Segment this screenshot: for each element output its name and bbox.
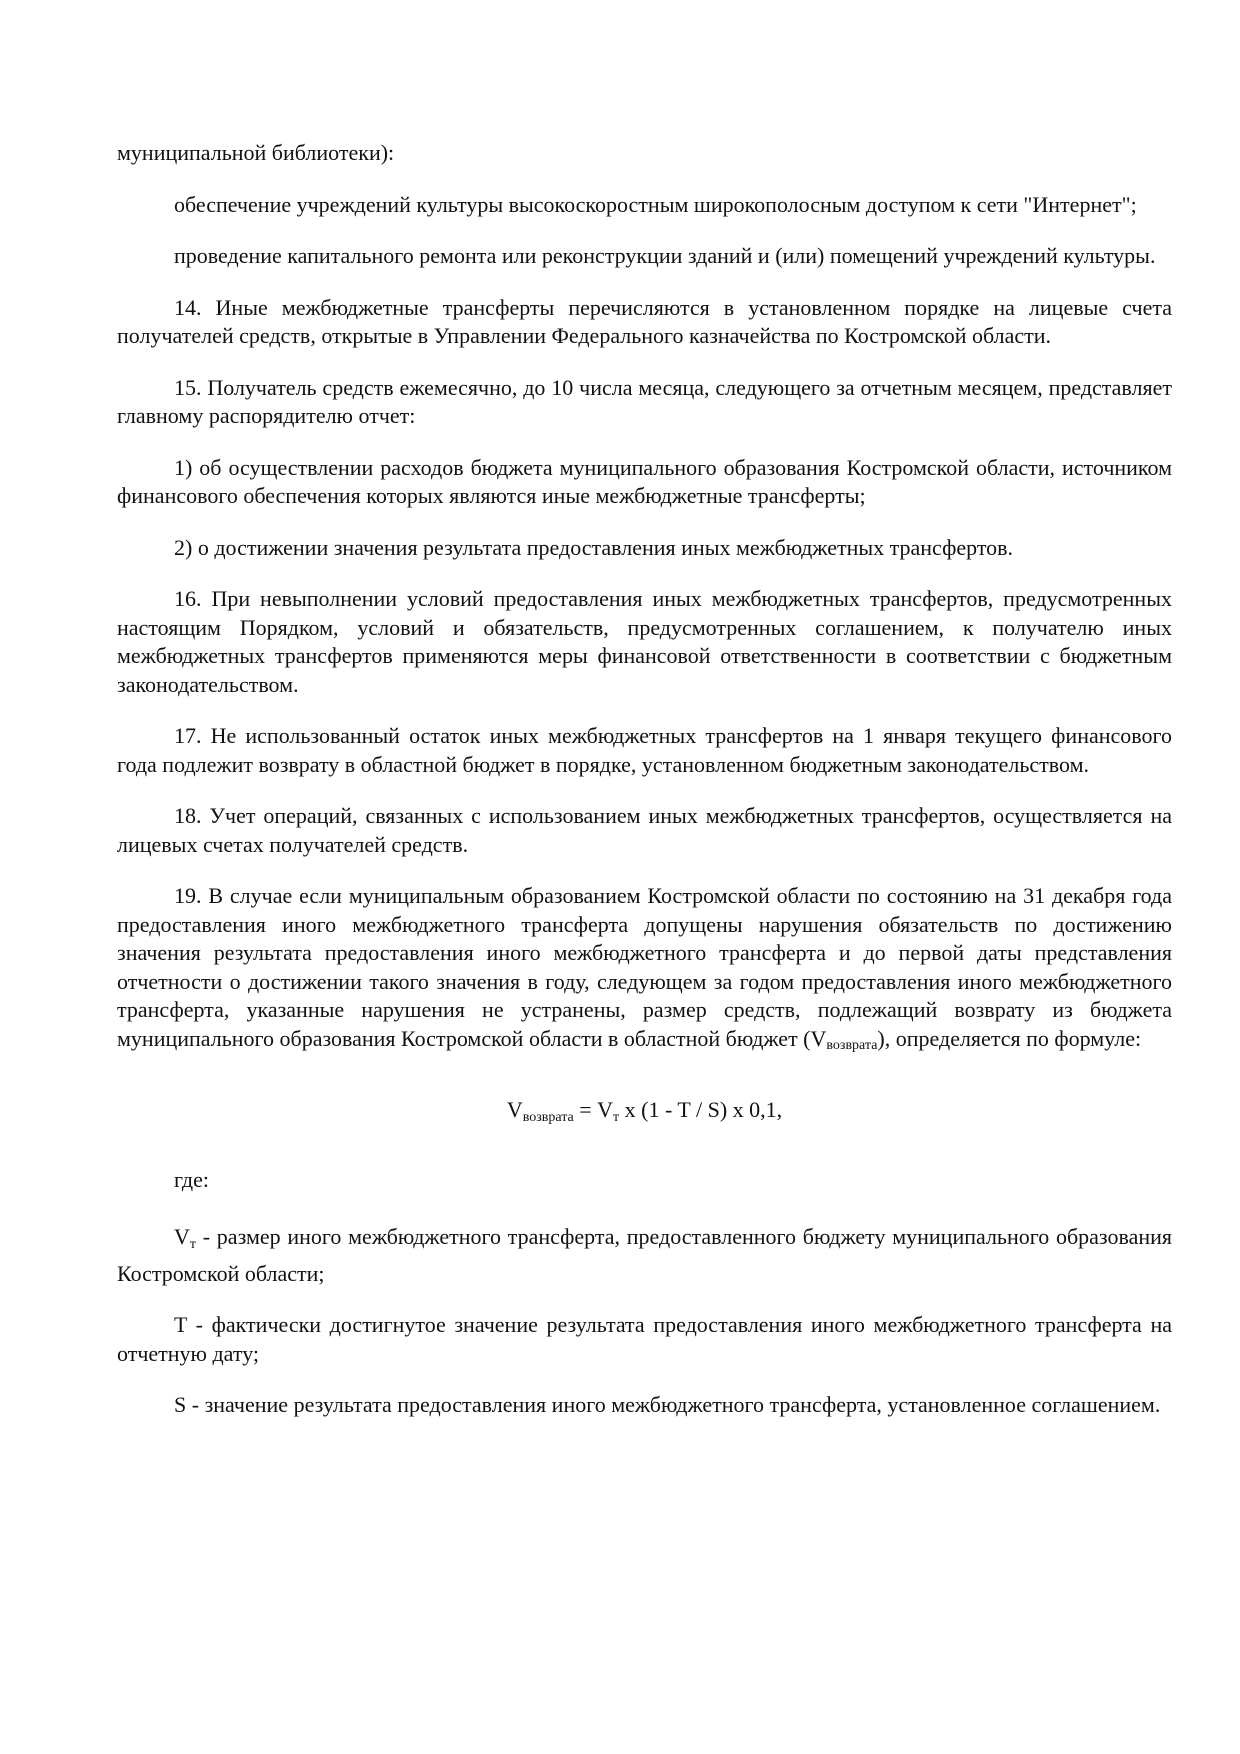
definition-text: - размер иного межбюджетного трансферта, предоставленного бюджету муниципального образования Костромской области; <box>117 1224 1172 1286</box>
paragraph-17: 17. Не использованный остаток иных межбюджетных трансфертов на 1 января текущего финансового года подлежит возврату в областной бюджет в порядке, установленном бюджетным законодательством. <box>117 723 1172 777</box>
paragraph-continuation: муниципальной библиотеки): <box>117 140 395 165</box>
paragraph-capital-repair: проведение капитального ремонта или реконструкции зданий и (или) помещений учреждений культуры. <box>174 243 1156 268</box>
paragraph-19-tail: ), определяется по формуле: <box>877 1025 1142 1051</box>
formula-lhs-subscript: возврата <box>522 1110 574 1125</box>
paragraph-19-text: 19. В случае если муниципальным образованием Костромской области по состоянию на 31 декабря года предоставления иного межбюджетного трансферта допущены нарушения обязательств по достижению значения результата предоставления иного межбюджетного трансферта и до первой даты представления отчетности о достижении такого значения в году, следующем за годом предоставления иного межбюджетного трансферта, указанные нарушения не устранены, размер средств, подлежащий возврату из бюджета муниципального образования Костромской области в областной бюджет (V <box>117 883 1172 1051</box>
formula-lhs: V <box>506 1097 523 1122</box>
definition-vt <box>117 1223 1172 1288</box>
definition-text: - значение результата предоставления иного межбюджетного трансферта, установленное соглашением. <box>186 1392 1161 1417</box>
definition-symbol: S <box>174 1392 187 1417</box>
formula-rhs: x (1 - T / S) x 0,1, <box>619 1097 783 1122</box>
definition-t <box>117 1311 1172 1368</box>
paragraph-16: 16. При невыполнении условий предоставления иных межбюджетных трансфертов, предусмотренных настоящим Порядком, условий и обязательств, предусмотренных соглашением, к получателю иных межбюджетных трансфертов применяются меры финансовой ответственности в соответствии с бюджетным законодательством. <box>117 586 1172 697</box>
paragraph-15: 15. Получатель средств ежемесячно, до 10 числа месяца, следующего за отчетным месяцем, представляет главному распорядителю отчет: <box>117 374 1172 428</box>
definition-symbol: T <box>174 1312 188 1337</box>
paragraph-15-item-2: 2) о достижении значения результата предоставления иных межбюджетных трансфертов. <box>174 534 1014 560</box>
definition-subscript: т <box>189 1237 197 1252</box>
paragraph-internet-access: обеспечение учреждений культуры высокоскоростным широкополосным доступом к сети "Интернет"; <box>174 191 1137 217</box>
formula-equals: = V <box>573 1097 614 1122</box>
where-label: где: <box>174 1166 209 1192</box>
vreturn-subscript: возврата <box>826 1037 878 1053</box>
document-page <box>117 139 1172 1443</box>
paragraph-19 <box>117 882 1172 1060</box>
paragraph-18: 18. Учет операций, связанных с использованием иных межбюджетных трансфертов, осуществляется на лицевых счетах получателей средств. <box>117 803 1172 857</box>
definition-text: - фактически достигнутое значение результата предоставления иного межбюджетного трансферта на отчетную дату; <box>117 1312 1172 1366</box>
definition-s <box>117 1391 1172 1420</box>
return-formula <box>117 1096 1172 1133</box>
paragraph-14: 14. Иные межбюджетные трансферты перечисляются в установленном порядке на лицевые счета получателей средств, открытые в Управлении Федерального казначейства по Костромской области. <box>117 294 1172 348</box>
paragraph-15-item-1: 1) об осуществлении расходов бюджета муниципального образования Костромской области, источником финансового обеспечения которых являются иные межбюджетные трансферты; <box>117 454 1172 508</box>
formula-vt-subscript: т <box>613 1110 620 1125</box>
definition-symbol: V <box>174 1224 190 1249</box>
